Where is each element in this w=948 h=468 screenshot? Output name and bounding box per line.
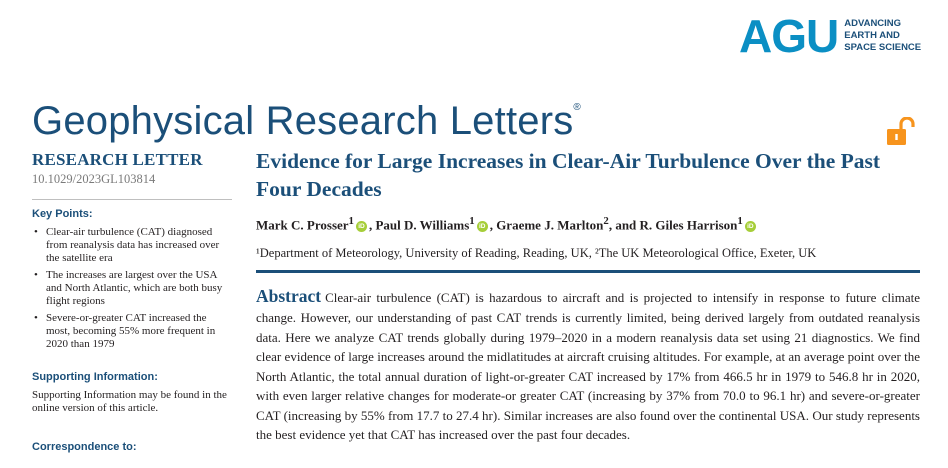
author-affil-sup: 2 bbox=[603, 215, 609, 227]
abstract-text: Clear-air turbulence (CAT) is hazardous to aircraft and is projected to intensify in response to future climate change. However, our understanding of past CAT trends is currently limited, being derived largely from outdated reanalysis data. Here we analyze CAT trends globally during 1979–2020 in a modern reanalysis data set using 21 diagnostics. We find clear evidence of large increases around the midlatitudes at aircraft cruising altitudes. For example, at an average point over the North Atlantic, the total annual duration of light-or-greater CAT increased by 17% from 466.5 hr in 1979 to 546.8 hr in 2020, with even larger relative changes for moderate-or greater CAT (increasing by 37% from 70.0 to 96.1 hr) and severe-or-greater CAT (increasing by 55% from 17.7 to 27.4 hr). Similar increases are also found over the continental USA. Our study represents the best evidence yet that CAT has increased over the past four decades. bbox=[256, 290, 920, 443]
orcid-icon[interactable]: iD bbox=[745, 221, 756, 232]
orcid-icon[interactable]: iD bbox=[356, 221, 367, 232]
journal-title bbox=[32, 84, 581, 145]
agu-tagline bbox=[844, 18, 921, 54]
agu-logo-mark: AGU bbox=[739, 10, 839, 62]
agu-tagline-line: EARTH AND bbox=[844, 30, 900, 41]
article-type: RESEARCH LETTER bbox=[32, 150, 203, 169]
author-name[interactable]: R. Giles Harrison bbox=[639, 217, 738, 233]
key-point: • Clear-air turbulence (CAT) diagnosed from reanalysis data has increased over the satellite era bbox=[32, 226, 232, 265]
key-points-heading: Key Points: bbox=[32, 208, 93, 220]
author-name[interactable]: Paul D. Williams bbox=[375, 217, 470, 233]
supporting-info-heading: Supporting Information: bbox=[32, 371, 158, 383]
author-name[interactable]: Mark C. Prosser bbox=[256, 217, 349, 233]
registered-mark: ® bbox=[573, 102, 581, 113]
author-separator: , and bbox=[608, 217, 640, 233]
key-point: • The increases are largest over the USA and North Atlantic, which are both busy flight regions bbox=[32, 269, 232, 308]
affiliations: ¹Department of Meteorology, University of Reading, Reading, UK, ²The UK Meteorological Office, Exeter, UK bbox=[256, 246, 817, 261]
doi[interactable]: 10.1029/2023GL103814 bbox=[32, 172, 156, 186]
author-separator: , bbox=[368, 217, 376, 233]
header-divider bbox=[256, 270, 920, 273]
author-name[interactable]: Graeme J. Marlton bbox=[496, 217, 604, 233]
sidebar bbox=[32, 150, 232, 453]
abstract-heading: Abstract bbox=[256, 286, 322, 307]
author-affil-sup: 1 bbox=[469, 215, 475, 227]
correspondence-heading: Correspondence to: bbox=[32, 441, 137, 453]
author-affil-sup: 1 bbox=[737, 215, 743, 227]
sidebar-divider bbox=[32, 199, 232, 200]
article-main bbox=[256, 147, 920, 445]
key-point: • Severe-or-greater CAT increased the most, becoming 55% more frequent in 2020 than 1979 bbox=[32, 312, 232, 351]
supporting-info-text: Supporting Information may be found in the online version of this article. bbox=[32, 389, 227, 414]
author-affil-sup: 1 bbox=[348, 215, 354, 227]
agu-tagline-line: ADVANCING bbox=[844, 18, 902, 29]
key-points-list bbox=[32, 226, 232, 351]
orcid-icon[interactable]: iD bbox=[477, 221, 488, 232]
abstract bbox=[256, 287, 920, 445]
journal-name: Geophysical Research Letters bbox=[32, 99, 574, 143]
agu-logo bbox=[739, 10, 922, 62]
agu-tagline-line: SPACE SCIENCE bbox=[844, 42, 922, 53]
article-title: Evidence for Large Increases in Clear-Air Turbulence Over the Past Four Decades bbox=[256, 149, 881, 201]
open-lock-icon[interactable] bbox=[885, 117, 919, 147]
author-separator: , bbox=[489, 217, 497, 233]
author-list bbox=[256, 215, 920, 233]
